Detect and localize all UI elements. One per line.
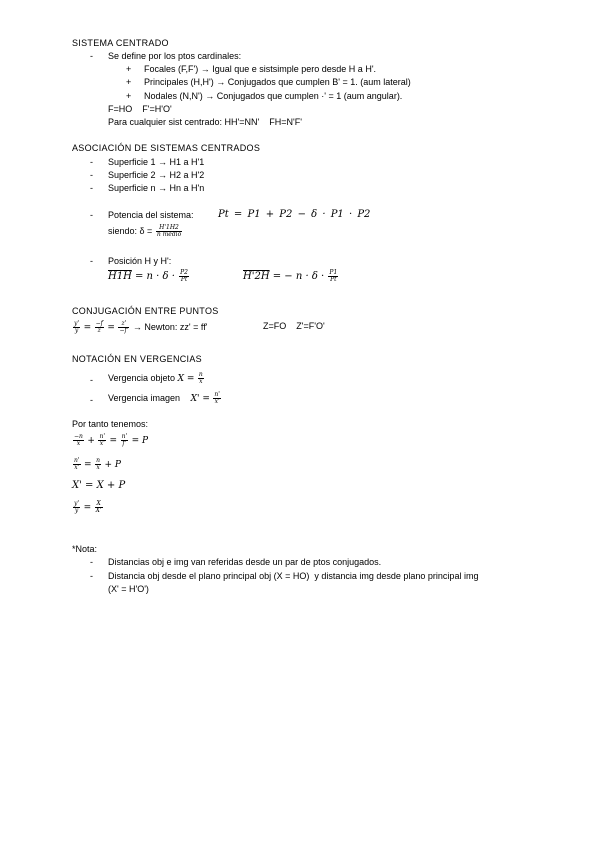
- siendo-label: siendo: δ =: [108, 225, 153, 236]
- section-title-asociacion: ASOCIACIÓN DE SISTEMAS CENTRADOS: [72, 143, 261, 153]
- fraction-denominator: x': [74, 464, 80, 471]
- fraction-numerator: y': [74, 500, 80, 507]
- text-line: Para cualquier sist centrado: HH'=NN' FH=N'F': [108, 117, 302, 127]
- siendo-row: [108, 225, 183, 238]
- bullet-dash: -: [90, 157, 93, 167]
- equation-4: $\frac{y'}{y}$ = $\frac{X}{X'}$: [74, 500, 102, 514]
- fraction-numerator: P2: [180, 269, 188, 276]
- list-item: Se define por los ptos cardinales:: [108, 51, 242, 61]
- h1h-symbol: H1H: [108, 271, 132, 282]
- fraction-denominator: x: [96, 464, 100, 471]
- fraction: [73, 458, 81, 471]
- fraction-denominator: −f': [119, 327, 129, 334]
- bullet-dash: -: [90, 571, 93, 581]
- list-item: Focales (F,F') → Igual que e sistsimple pero desde H a H'.: [144, 64, 377, 74]
- fraction-denominator: x: [199, 378, 203, 385]
- bullet-dash: -: [90, 51, 93, 61]
- fraction-numerator: n': [74, 457, 80, 464]
- equation-tail: = P: [131, 435, 149, 446]
- fraction-denominator: Pt: [180, 276, 188, 283]
- bullet-dash: -: [90, 557, 93, 567]
- fraction-numerator: P1: [329, 269, 338, 276]
- h2h-formula: [243, 270, 339, 283]
- h2h-expression: = − n · δ ·: [272, 271, 325, 282]
- nota-item-continuation: (X' = H'O'): [108, 584, 149, 594]
- list-item: Superficie 1 → H1 a H'1: [108, 157, 205, 167]
- fraction: [95, 458, 101, 471]
- h1h-fraction: [179, 270, 189, 283]
- siendo-fraction: [156, 225, 182, 238]
- fraction-denominator: x': [99, 440, 105, 447]
- fraction-numerator: −n: [74, 433, 83, 440]
- fraction-denominator: x': [214, 398, 220, 405]
- bullet-plus: +: [126, 91, 132, 101]
- potencia-label: Potencia del sistema:: [108, 210, 194, 220]
- posicion-label: Posición H y H':: [108, 256, 172, 266]
- fraction-numerator: y': [74, 320, 80, 327]
- h1h-formula: [108, 270, 190, 283]
- vergencia-imagen-var: X' =: [190, 393, 210, 404]
- list-item: Nodales (N,N') → Conjugados que cumplen ·' = 1 (aum angular).: [144, 91, 403, 101]
- bullet-dash: -: [90, 256, 93, 266]
- fraction-denominator: Pt: [330, 276, 337, 283]
- fraction-denominator: x: [76, 440, 81, 447]
- nota-item: Distancias obj e img van referidas desde un par de ptos conjugados.: [108, 557, 382, 567]
- vergencia-objeto-row: [108, 372, 205, 385]
- h2h-symbol: H'2H: [243, 271, 270, 282]
- fraction-numerator: z': [118, 321, 129, 328]
- fraction: [118, 321, 129, 334]
- list-item: Superficie 2 → H2 a H'2: [108, 170, 205, 180]
- nota-title: *Nota:: [72, 544, 98, 554]
- equation-1: $\frac{-n}{x}$ + $\frac{n'}{x'}$ = $\frac{n'}{f'}$ = P: [74, 433, 149, 447]
- text-line: F=HO F'=H'O': [108, 104, 172, 114]
- fraction: [73, 321, 80, 334]
- section-title-sistema-centrado: SISTEMA CENTRADO: [72, 38, 169, 48]
- por-tanto-label: Por tanto tenemos:: [72, 419, 149, 429]
- fraction-numerator: n': [121, 433, 128, 440]
- fraction-denominator: z: [97, 327, 101, 334]
- fraction-numerator: H'1H2: [156, 225, 182, 232]
- equation-3: X' = X + P: [72, 480, 126, 491]
- fraction-numerator: n': [99, 433, 105, 440]
- bullet-plus: +: [126, 77, 132, 87]
- fraction: [121, 434, 129, 447]
- fraction: [198, 372, 204, 385]
- h1h-expression: = n · δ ·: [135, 271, 175, 282]
- potencia-formula: Pt = P1 + P2 − δ · P1 · P2: [218, 209, 371, 220]
- conjugacion-formula: $\frac{y'}{y}$ = $\frac{-f}{z}$ = $\frac{z'}{-f'}$ → Newton: zz' = ff': [74, 320, 208, 334]
- fraction: [98, 434, 106, 447]
- fraction-numerator: −f: [95, 320, 103, 327]
- fraction-numerator: n: [198, 371, 203, 378]
- vergencia-imagen-row: [108, 392, 222, 405]
- fraction: [73, 501, 80, 514]
- list-item: Superficie n → Hn a H'n: [108, 183, 205, 193]
- newton-text: → Newton: zz' = ff': [132, 321, 208, 332]
- bullet-dash: -: [90, 170, 93, 180]
- fraction-denominator: f': [122, 440, 127, 447]
- fraction-numerator: X: [96, 500, 101, 507]
- fraction-numerator: n: [96, 457, 100, 464]
- section-title-vergencias: NOTACIÓN EN VERGENCIAS: [72, 354, 202, 364]
- fraction-denominator: X': [95, 507, 102, 514]
- fraction: [95, 501, 103, 514]
- fraction-denominator: y: [74, 327, 79, 334]
- bullet-dash: -: [90, 210, 93, 220]
- bullet-dash: -: [90, 183, 93, 193]
- vergencia-objeto-label: Vergencia objeto: [108, 372, 176, 383]
- fraction-numerator: n': [214, 391, 220, 398]
- fraction: [213, 392, 221, 405]
- vergencia-objeto-var: X =: [177, 373, 195, 384]
- list-item: Principales (H,H') → Conjugados que cumplen B' = 1. (aum lateral): [144, 77, 411, 87]
- section-title-conjugacion: CONJUGACIÓN ENTRE PUNTOS: [72, 306, 219, 316]
- bullet-plus: +: [126, 64, 132, 74]
- bullet-dash: -: [90, 395, 93, 405]
- nota-item: Distancia obj desde el plano principal obj (X = HO) y distancia img desde plano principal img: [108, 571, 479, 581]
- fraction-denominator: n medio: [156, 231, 182, 238]
- bullet-dash: -: [90, 375, 93, 385]
- z-definitions: Z=FO Z'=F'O': [263, 321, 325, 331]
- fraction: [95, 321, 104, 334]
- h2h-fraction: [328, 270, 338, 283]
- vergencia-imagen-label: Vergencia imagen: [108, 392, 181, 403]
- fraction: [73, 434, 84, 447]
- equation-2: $\frac{n'}{x'}$ = $\frac{n}{x}$ + P: [74, 457, 121, 471]
- fraction-denominator: y: [74, 507, 79, 514]
- equation-tail: + P: [104, 459, 121, 470]
